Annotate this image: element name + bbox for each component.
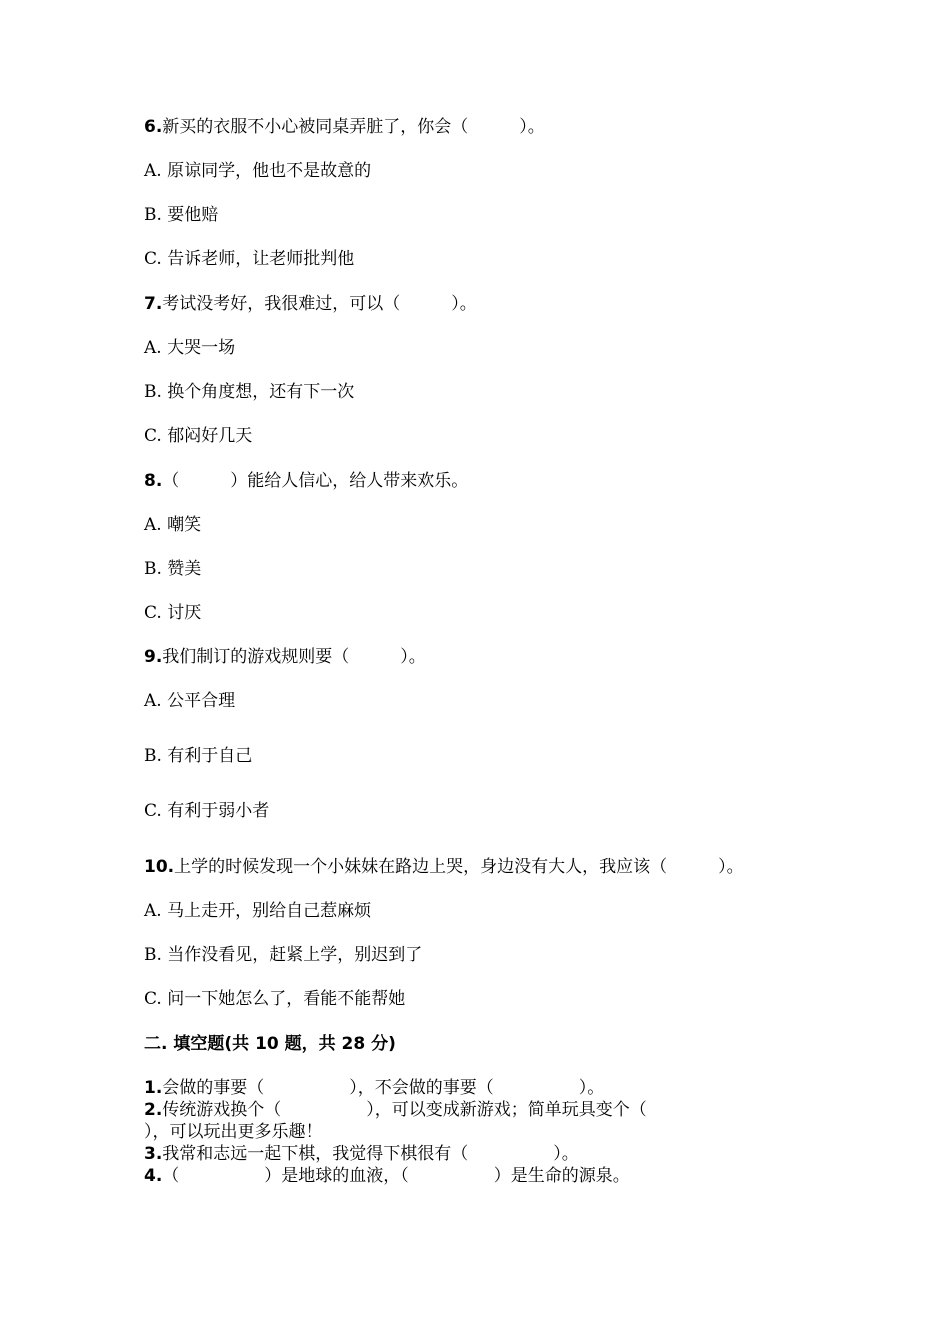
option-9a: A. 公平合理 bbox=[144, 691, 236, 711]
question-9 bbox=[144, 646, 426, 668]
option-6b: B. 要他赔 bbox=[144, 205, 219, 225]
fill-question-3 bbox=[144, 1143, 579, 1165]
question-6 bbox=[144, 116, 545, 138]
question-text: 考试没考好，我很难过，可以（ ）。 bbox=[162, 294, 477, 314]
question-number: 8. bbox=[144, 471, 163, 491]
option-8b: B. 赞美 bbox=[144, 559, 202, 579]
question-7 bbox=[144, 293, 477, 315]
option-6c: C. 告诉老师，让老师批判他 bbox=[144, 249, 355, 269]
option-8c: C. 讨厌 bbox=[144, 603, 202, 623]
fill-question-2 bbox=[144, 1099, 647, 1121]
option-10b: B. 当作没看见，赶紧上学，别迟到了 bbox=[144, 945, 423, 965]
option-10c: C. 问一下她怎么了，看能不能帮她 bbox=[144, 989, 406, 1009]
question-8 bbox=[144, 470, 468, 492]
fill-question-2-continued bbox=[144, 1121, 323, 1143]
question-text: 传统游戏换个（ ），可以变成新游戏；简单玩具变个（ bbox=[162, 1100, 647, 1120]
option-6a: A. 原谅同学，他也不是故意的 bbox=[144, 161, 372, 181]
option-10a: A. 马上走开，别给自己惹麻烦 bbox=[144, 901, 372, 921]
question-number: 1. bbox=[144, 1078, 163, 1098]
question-number: 6. bbox=[144, 117, 163, 137]
question-10 bbox=[144, 856, 744, 878]
option-7b: B. 换个角度想，还有下一次 bbox=[144, 382, 355, 402]
question-number: 4. bbox=[144, 1166, 163, 1186]
option-7c: C. 郁闷好几天 bbox=[144, 426, 253, 446]
question-text: 我们制订的游戏规则要（ ）。 bbox=[162, 647, 426, 667]
question-text: ），可以玩出更多乐趣！ bbox=[144, 1122, 323, 1142]
question-text: 我常和志远一起下棋，我觉得下棋很有（ ）。 bbox=[162, 1144, 579, 1164]
question-number: 3. bbox=[144, 1144, 163, 1164]
question-number: 9. bbox=[144, 647, 163, 667]
section-title: 二. 填空题(共 10 题，共 28 分) bbox=[144, 1034, 396, 1054]
question-text: （ ）能给人信心，给人带来欢乐。 bbox=[162, 471, 469, 491]
question-text: 会做的事要（ ），不会做的事要（ ）。 bbox=[162, 1078, 605, 1098]
option-7a: A. 大哭一场 bbox=[144, 338, 236, 358]
option-9b: B. 有利于自己 bbox=[144, 746, 253, 766]
question-number: 2. bbox=[144, 1100, 163, 1120]
question-number: 7. bbox=[144, 294, 163, 314]
question-text: 上学的时候发现一个小妹妹在路边上哭，身边没有大人，我应该（ ）。 bbox=[174, 857, 744, 877]
option-9c: C. 有利于弱小者 bbox=[144, 801, 270, 821]
question-text: 新买的衣服不小心被同桌弄脏了，你会（ ）。 bbox=[162, 117, 545, 137]
option-8a: A. 嘲笑 bbox=[144, 515, 202, 535]
question-text: （ ）是地球的血液，（ ）是生命的源泉。 bbox=[162, 1166, 630, 1186]
fill-question-1 bbox=[144, 1077, 604, 1099]
question-number: 10. bbox=[144, 857, 175, 877]
fill-question-4 bbox=[144, 1165, 630, 1187]
